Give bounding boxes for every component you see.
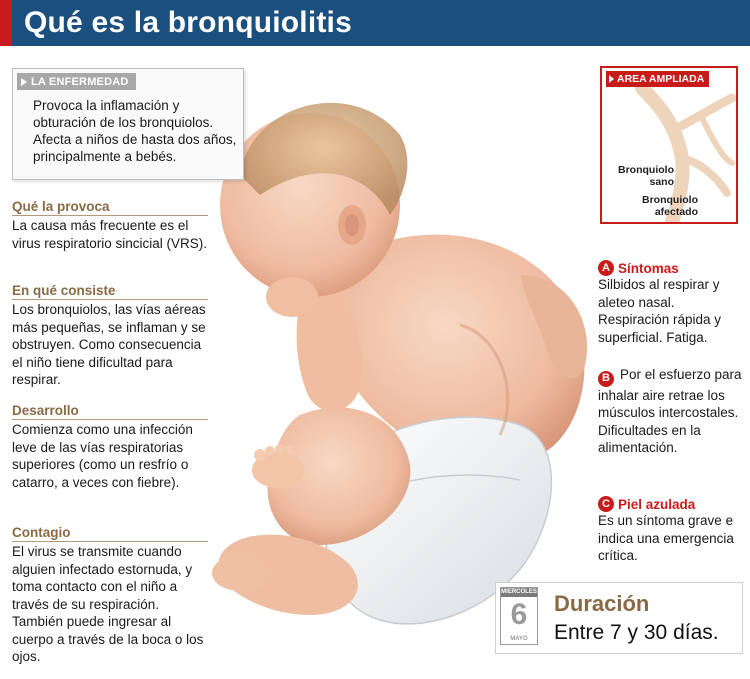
duracion-text: Entre 7 y 30 días. <box>554 621 719 644</box>
calendar-icon <box>500 587 538 645</box>
duracion-title: Duración <box>554 591 650 616</box>
section-title: En qué consiste <box>12 282 208 300</box>
symptom-title: Piel azulada <box>618 496 696 512</box>
symptom-c <box>598 496 748 565</box>
section-en-que-consiste <box>12 282 212 389</box>
symptom-title: Síntomas <box>618 260 679 276</box>
area-tag-label: AREA AMPLIADA <box>617 73 705 85</box>
arrow-right-icon <box>21 78 27 86</box>
letter-badge: A <box>598 260 614 276</box>
enfermedad-text: Provoca la inflamación y obturación de los bronquiolos. Afecta a niños de hasta dos años, principalmente a bebés. <box>33 98 237 164</box>
symptom-b <box>598 366 748 457</box>
title-bar <box>0 0 750 46</box>
section-desarrollo <box>12 402 212 491</box>
section-contagio <box>12 524 212 666</box>
section-text: La causa más frecuente es el virus respiratorio sincicial (VRS). <box>12 218 208 251</box>
symptom-text: Es un síntoma grave e indica una emergencia crítica. <box>598 513 734 563</box>
enfermedad-tag <box>17 73 136 90</box>
section-title: Contagio <box>12 524 208 542</box>
baby-illustration <box>200 75 620 665</box>
label-bronquiolo-sano: Bronquiolo sano <box>618 164 674 188</box>
label-bronquiolo-afectado: Bronquiolo afectado <box>642 194 698 218</box>
area-ampliada <box>600 66 738 224</box>
enfermedad-box <box>12 68 244 180</box>
calendar-number: 6 <box>510 598 528 631</box>
calendar-day-name: MIERCOLES <box>501 589 537 595</box>
section-title: Desarrollo <box>12 402 208 420</box>
letter-badge: C <box>598 496 614 512</box>
area-tag <box>606 71 709 87</box>
symptom-text: Por el esfuerzo para inhalar aire retrae los músculos intercostales. Dificultades en la alimentación. <box>598 367 742 456</box>
symptom-text: Silbidos al respirar y aleteo nasal. Respiración rápida y superficial. Fatiga. <box>598 277 722 345</box>
enfermedad-tag-label: LA ENFERMEDAD <box>31 75 129 88</box>
section-text: El virus se transmite cuando alguien infectado estornuda, y toma contacto con el niño a través de su respiración. También puede ingresar al cuerpo a través de la boca o los ojos. <box>12 544 204 664</box>
section-title: Qué la provoca <box>12 198 208 216</box>
section-text: Comienza como una infección leve de las vías respiratorias superiores (como un resfrío o catarro, a veces con fiebre). <box>12 422 193 490</box>
page-title: Qué es la bronquiolitis <box>24 6 352 39</box>
baby-foot-bottom <box>212 555 268 591</box>
symptom-a <box>598 260 748 346</box>
section-que-la-provoca <box>12 198 212 252</box>
title-accent <box>0 0 12 46</box>
letter-badge: B <box>598 371 614 387</box>
arrow-right-icon <box>609 75 614 83</box>
calendar-month: MAYO <box>510 636 528 642</box>
section-text: Los bronquiolos, las vías aéreas más pequeñas, se inflaman y se obstruyen. Como consecuencia el niño tiene dificultad para respirar. <box>12 302 206 387</box>
duracion-box <box>495 582 743 654</box>
baby-hand <box>266 277 318 317</box>
symptom-b-wrapper <box>598 366 748 457</box>
